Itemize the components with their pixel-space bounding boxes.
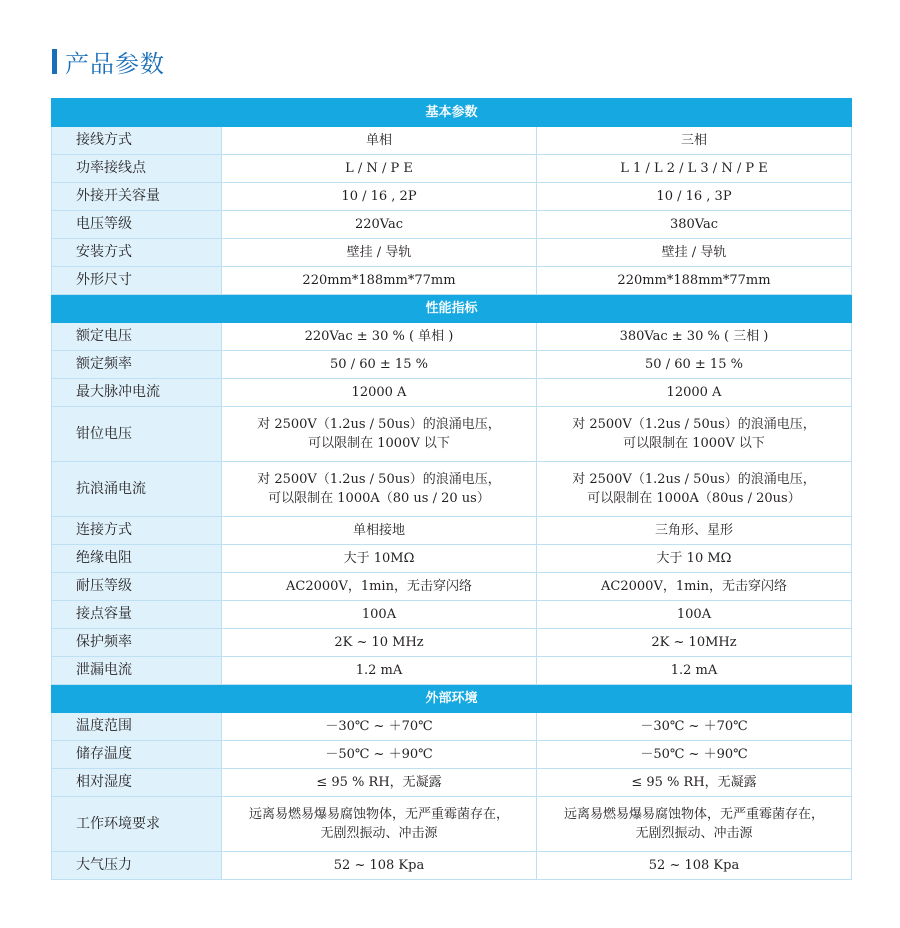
value-line: 无剧烈振动、冲击源	[320, 826, 438, 841]
value-line: 10 / 16 , 2P	[341, 189, 417, 204]
table-row	[52, 183, 852, 211]
value-line: 2K ~ 10 MHz	[334, 635, 424, 650]
single-phase-value	[222, 267, 537, 295]
value-line: 220Vac	[354, 217, 404, 232]
single-phase-value	[222, 852, 537, 880]
single-phase-value	[222, 407, 537, 462]
value-line: 220Vac ± 30 % ( 单相 )	[304, 329, 454, 344]
table-row	[52, 267, 852, 295]
value-line: 380Vac ± 30 % ( 三相 )	[619, 329, 769, 344]
value-line: 12000 A	[666, 385, 722, 400]
value-line: AC2000V，1min，无击穿闪络	[286, 579, 472, 594]
value-line: 2K ~ 10MHz	[651, 635, 737, 650]
row-label: 大气压力	[52, 852, 222, 880]
table-row	[52, 852, 852, 880]
value-line: 52 ~ 108 Kpa	[333, 858, 425, 873]
single-phase-value	[222, 462, 537, 517]
section-header: 外部环境	[52, 685, 852, 713]
single-phase-value	[222, 183, 537, 211]
value-line: 50 / 60 ± 15 %	[645, 357, 743, 372]
value-line: 220mm*188mm*77mm	[617, 273, 771, 288]
value-line: 三相	[680, 133, 707, 148]
title-accent-bar	[52, 49, 57, 74]
three-phase-value	[537, 629, 852, 657]
value-line: －50℃ ~ ＋90℃	[325, 747, 433, 762]
row-label: 保护频率	[52, 629, 222, 657]
value-line: 对 2500V（1.2us / 50us）的浪涌电压，	[257, 472, 501, 487]
three-phase-value	[537, 239, 852, 267]
value-line: 1.2 mA	[355, 663, 403, 678]
value-line: L / N / P E	[345, 161, 413, 176]
value-line: 无剧烈振动、冲击源	[635, 826, 753, 841]
value-line: 可以限制在 1000A（80 us / 20 us）	[268, 491, 490, 506]
single-phase-value	[222, 239, 537, 267]
single-phase-value	[222, 601, 537, 629]
section-header: 基本参数	[52, 99, 852, 127]
value-line: 远离易燃易爆易腐蚀物体，无严重霉菌存在，	[248, 807, 509, 822]
three-phase-value	[537, 545, 852, 573]
row-label: 连接方式	[52, 517, 222, 545]
value-line: 三角形、星形	[654, 523, 733, 538]
value-line: 50 / 60 ± 15 %	[330, 357, 428, 372]
single-phase-value	[222, 517, 537, 545]
value-line: 单相	[365, 133, 392, 148]
row-label: 接点容量	[52, 601, 222, 629]
single-phase-value	[222, 657, 537, 685]
table-row	[52, 239, 852, 267]
three-phase-value	[537, 573, 852, 601]
three-phase-value	[537, 155, 852, 183]
value-line: 可以限制在 1000V 以下	[308, 436, 450, 451]
section-header-row	[52, 295, 852, 323]
three-phase-value	[537, 211, 852, 239]
row-label: 泄漏电流	[52, 657, 222, 685]
table-row	[52, 713, 852, 741]
single-phase-value	[222, 127, 537, 155]
row-label: 相对湿度	[52, 769, 222, 797]
value-line: －30℃ ~ ＋70℃	[640, 719, 748, 734]
three-phase-value	[537, 379, 852, 407]
value-line: L 1 / L 2 / L 3 / N / P E	[620, 161, 768, 176]
three-phase-value	[537, 657, 852, 685]
product-parameters-table	[51, 98, 852, 880]
row-label: 储存温度	[52, 741, 222, 769]
value-line: ≤ 95 % RH，无凝露	[316, 775, 442, 790]
value-line: 100A	[361, 607, 397, 622]
table-row	[52, 155, 852, 183]
row-label: 工作环境要求	[52, 797, 222, 852]
three-phase-value	[537, 407, 852, 462]
table-row	[52, 407, 852, 462]
value-line: 12000 A	[351, 385, 407, 400]
single-phase-value	[222, 797, 537, 852]
value-line: 可以限制在 1000A（80us / 20us）	[587, 491, 801, 506]
table-row	[52, 769, 852, 797]
table-row	[52, 379, 852, 407]
three-phase-value	[537, 852, 852, 880]
value-line: 壁挂 / 导轨	[661, 245, 727, 260]
single-phase-value	[222, 769, 537, 797]
table-row	[52, 797, 852, 852]
three-phase-value	[537, 267, 852, 295]
value-line: 220mm*188mm*77mm	[302, 273, 456, 288]
value-line: 对 2500V（1.2us / 50us）的浪涌电压，	[257, 417, 501, 432]
row-label: 最大脉冲电流	[52, 379, 222, 407]
row-label: 功率接线点	[52, 155, 222, 183]
value-line: ≤ 95 % RH，无凝露	[631, 775, 757, 790]
value-line: －50℃ ~ ＋90℃	[640, 747, 748, 762]
row-label: 绝缘电阻	[52, 545, 222, 573]
row-label: 温度范围	[52, 713, 222, 741]
table-row	[52, 351, 852, 379]
table-row	[52, 657, 852, 685]
value-line: 壁挂 / 导轨	[346, 245, 412, 260]
value-line: 可以限制在 1000V 以下	[623, 436, 765, 451]
section-header-row	[52, 99, 852, 127]
table-row	[52, 629, 852, 657]
three-phase-value	[537, 601, 852, 629]
value-line: 10 / 16 , 3P	[656, 189, 732, 204]
value-line: －30℃ ~ ＋70℃	[325, 719, 433, 734]
value-line: 100A	[676, 607, 712, 622]
three-phase-value	[537, 127, 852, 155]
table-row	[52, 517, 852, 545]
single-phase-value	[222, 155, 537, 183]
three-phase-value	[537, 183, 852, 211]
single-phase-value	[222, 741, 537, 769]
page-title: 产品参数	[65, 49, 165, 78]
single-phase-value	[222, 545, 537, 573]
three-phase-value	[537, 713, 852, 741]
value-line: AC2000V，1min，无击穿闪络	[601, 579, 787, 594]
single-phase-value	[222, 713, 537, 741]
table-row	[52, 462, 852, 517]
row-label: 接线方式	[52, 127, 222, 155]
row-label: 电压等级	[52, 211, 222, 239]
row-label: 额定电压	[52, 323, 222, 351]
three-phase-value	[537, 741, 852, 769]
row-label: 外接开关容量	[52, 183, 222, 211]
row-label: 外形尺寸	[52, 267, 222, 295]
single-phase-value	[222, 323, 537, 351]
three-phase-value	[537, 462, 852, 517]
table-row	[52, 127, 852, 155]
value-line: 远离易燃易爆易腐蚀物体，无严重霉菌存在，	[563, 807, 824, 822]
value-line: 单相接地	[352, 523, 405, 538]
row-label: 安装方式	[52, 239, 222, 267]
three-phase-value	[537, 797, 852, 852]
table-row	[52, 601, 852, 629]
three-phase-value	[537, 323, 852, 351]
value-line: 大于 10MΩ	[343, 551, 415, 566]
row-label: 抗浪涌电流	[52, 462, 222, 517]
row-label: 钳位电压	[52, 407, 222, 462]
three-phase-value	[537, 351, 852, 379]
single-phase-value	[222, 629, 537, 657]
three-phase-value	[537, 517, 852, 545]
section-header: 性能指标	[52, 295, 852, 323]
value-line: 对 2500V（1.2us / 50us）的浪涌电压，	[572, 472, 816, 487]
value-line: 52 ~ 108 Kpa	[648, 858, 740, 873]
three-phase-value	[537, 769, 852, 797]
row-label: 额定频率	[52, 351, 222, 379]
table-row	[52, 545, 852, 573]
page-heading	[52, 44, 165, 78]
table-row	[52, 573, 852, 601]
table-row	[52, 211, 852, 239]
value-line: 1.2 mA	[670, 663, 718, 678]
table-row	[52, 323, 852, 351]
single-phase-value	[222, 211, 537, 239]
row-label: 耐压等级	[52, 573, 222, 601]
single-phase-value	[222, 379, 537, 407]
section-header-row	[52, 685, 852, 713]
value-line: 大于 10 MΩ	[656, 551, 732, 566]
value-line: 380Vac	[669, 217, 719, 232]
single-phase-value	[222, 573, 537, 601]
value-line: 对 2500V（1.2us / 50us）的浪涌电压，	[572, 417, 816, 432]
single-phase-value	[222, 351, 537, 379]
table-row	[52, 741, 852, 769]
